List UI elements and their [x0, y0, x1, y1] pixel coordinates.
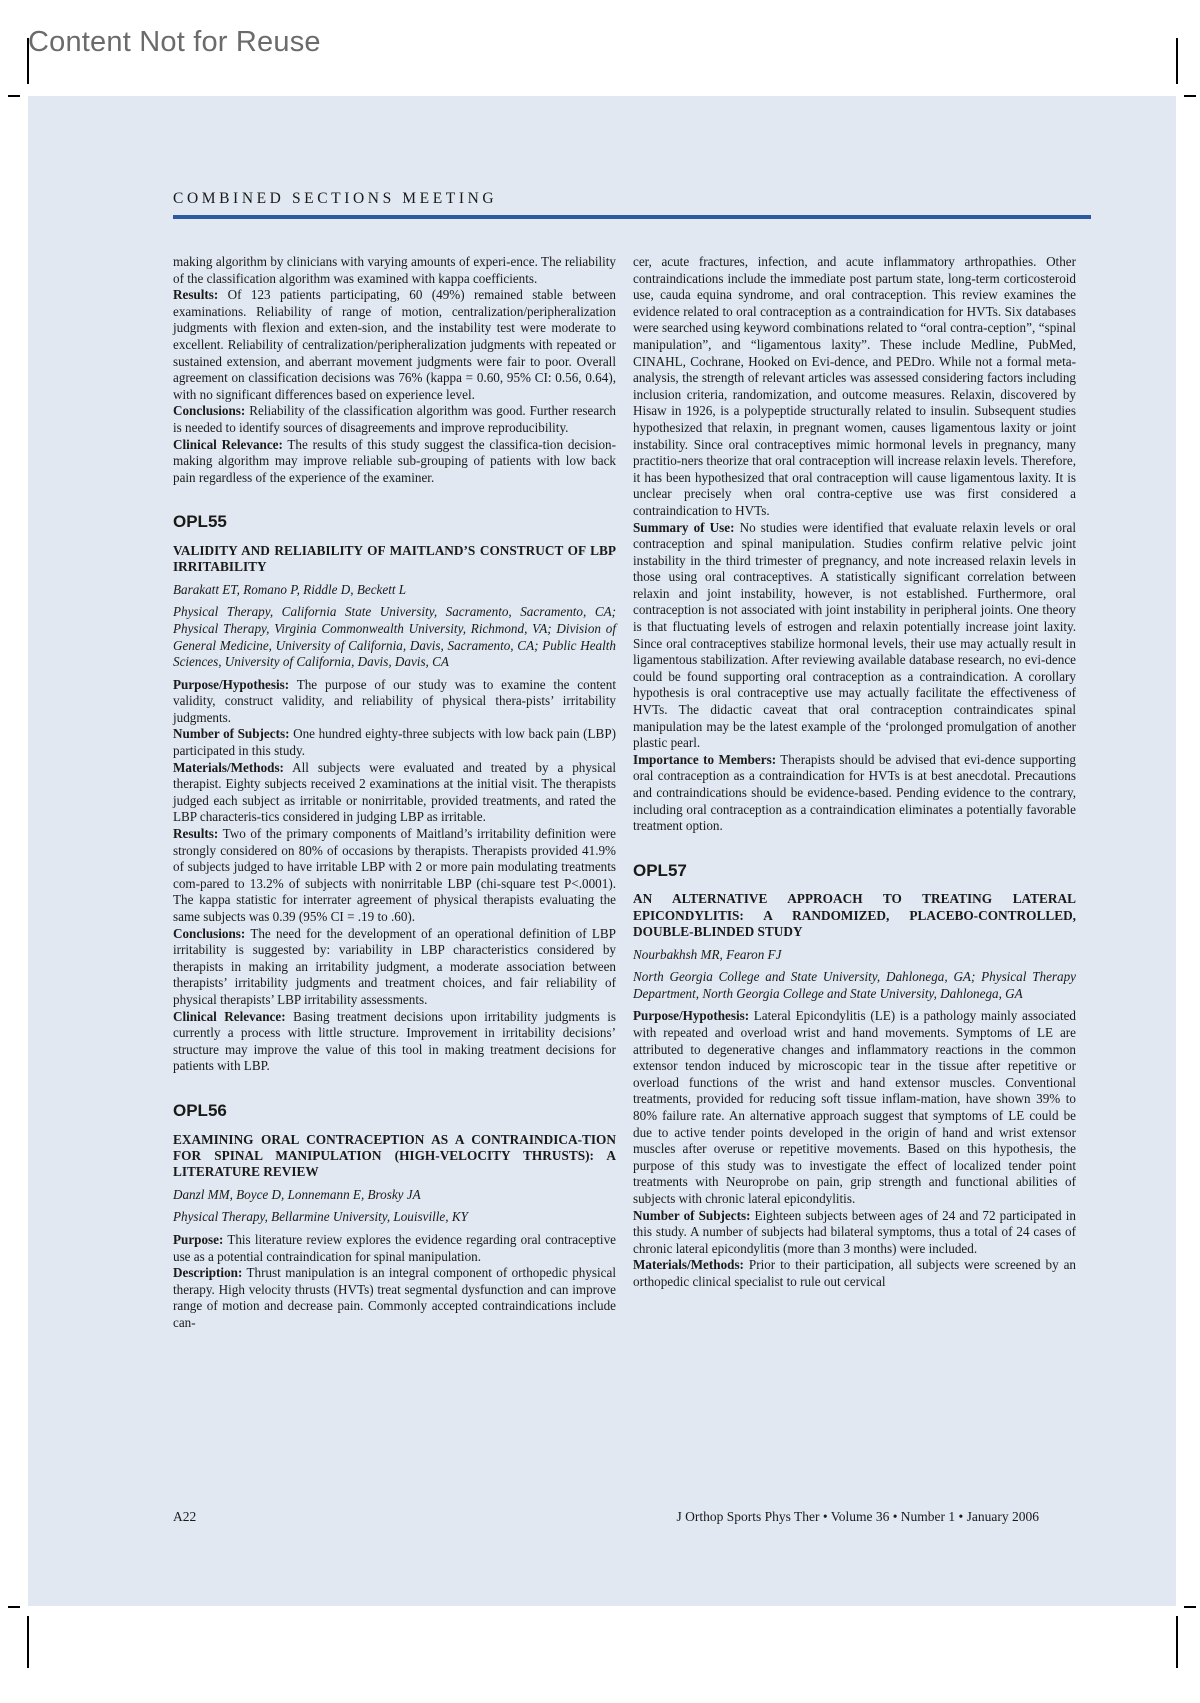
abstract-title: AN ALTERNATIVE APPROACH TO TREATING LATERAL EPICONDYLITIS: A RANDOMIZED, PLACEBO-CONTROLLED, DOUBLE-BLINDED STUDY [633, 891, 1076, 940]
page-number: A22 [173, 1509, 197, 1524]
para-label: Results: [173, 826, 219, 842]
para-label: Purpose: [173, 1231, 224, 1247]
header-rule [173, 215, 1091, 219]
abstract-id: OPL56 [173, 1100, 227, 1120]
paragraph: Materials/Methods: Prior to their participation, all subjects were screened by an orthopedic clinical specialist to rule out cervical [633, 1257, 1076, 1289]
header-title: COMBINED SECTIONS MEETING [173, 190, 498, 207]
para-label: Results: [173, 287, 219, 303]
para-label: Number of Subjects: [633, 1207, 751, 1223]
journal-citation: J Orthop Sports Phys Ther • Volume 36 • Number 1 • January 2006 [676, 1509, 1039, 1524]
paragraph: Conclusions: Reliability of the classification algorithm was good. Further research is needed to identify sources of disagreements and improve reproducibility. [173, 403, 616, 435]
para-label: Materials/Methods: [173, 759, 284, 775]
paragraph: Clinical Relevance: The results of this study suggest the classifica-tion decision-making algorithm may improve reliable sub-grouping of patients with low back pain regardless of the experience of the examiner. [173, 436, 616, 485]
paragraph: Conclusions: The need for the development of an operational definition of LBP irritability is suggested by: variability in LBP characteristics considered by therapists in making an irritability judgment, a moderate association between therapists’ irritability judgments and treatment choices, and fair reliability of physical therapists’ LBP irritability assessments. [173, 925, 616, 1007]
para-label: Conclusions: [173, 925, 246, 941]
crop-mark [27, 1616, 29, 1668]
abstract-authors: Barakatt ET, Romano P, Riddle D, Beckett L [173, 581, 407, 597]
paragraph: Clinical Relevance: Basing treatment decisions upon irritability judgments is currently a process with little structure. Improvement in irritability decisions’ structure may improve the value of this tool in making treatment decisions for patients with LBP. [173, 1008, 616, 1074]
running-header [173, 190, 1091, 219]
crop-mark [1184, 1606, 1196, 1608]
para-label: Importance to Members: [633, 751, 777, 767]
page [28, 96, 1176, 1606]
right-column [633, 254, 1076, 1290]
para-label: Number of Subjects: [173, 726, 290, 742]
para-label: Purpose/Hypothesis: [173, 676, 290, 692]
para-label: Materials/Methods: [633, 1257, 744, 1273]
crop-mark [1184, 95, 1196, 97]
paragraph: Results: Of 123 patients participating, 60 (49%) remained stable between examinations. Reliability of range of motion, centralization/peripheralization judgments with flexion and exten-sion, and the instability test were moderate to excellent. Reliability of centralization/peripheralization judgments with repeated or sustained extension, and aberrant movement judgments were fair to poor. Overall agreement on classification decisions was 76% (kappa = 0.60, 95% CI: 0.56, 0.64), with no significant differences based on experience level. [173, 287, 616, 402]
abstract-affiliation: Physical Therapy, California State University, Sacramento, Sacramento, CA; Physical Therapy, Virginia Commonwealth University, Richmond, VA; Division of General Medicine, University of California, Davis, Sacramento, CA; Public Health Sciences, University of California, Davis, Davis, CA [173, 604, 616, 670]
paragraph: Purpose: This literature review explores the evidence regarding oral contraceptive use as a potential contraindication for spinal manipulation. [173, 1231, 616, 1264]
abstract-title: VALIDITY AND RELIABILITY OF MAITLAND’S CONSTRUCT OF LBP IRRITABILITY [173, 542, 616, 575]
abstract-affiliation: Physical Therapy, Bellarmine University, Louisville, KY [173, 1209, 468, 1225]
abstract-title: EXAMINING ORAL CONTRACEPTION AS A CONTRAINDICA-TION FOR SPINAL MANIPULATION (HIGH-VELOCITY THRUSTS): A LITERATURE REVIEW [173, 1131, 616, 1180]
crop-mark [27, 38, 29, 84]
crop-mark [8, 1606, 20, 1608]
abstract-id: OPL57 [633, 860, 687, 880]
paragraph: Number of Subjects: Eighteen subjects between ages of 24 and 72 participated in this study. A number of subjects had bilateral symptoms, thus a total of 24 cases of chronic lateral epicondylitis (more than 3 months) were included. [633, 1207, 1076, 1256]
para-label: Conclusions: [173, 403, 246, 419]
paragraph: Description: Thrust manipulation is an integral component of orthopedic physical therapy. High velocity thrusts (HVTs) treat segmental dysfunction and can improve range of motion and decrease pain. Commonly accepted contraindications include can- [173, 1265, 616, 1330]
abstract-affiliation: North Georgia College and State University, Dahlonega, GA; Physical Therapy Department, North Georgia College and State University, Dahlonega, GA [633, 969, 1076, 1001]
paragraph: Number of Subjects: One hundred eighty-three subjects with low back pain (LBP) participated in this study. [173, 726, 617, 759]
para-label: Summary of Use: [633, 519, 735, 535]
abstract-authors: Danzl MM, Boyce D, Lonnemann E, Brosky JA [173, 1186, 421, 1202]
crop-mark [1176, 1616, 1178, 1668]
para-label: Clinical Relevance: [173, 1008, 286, 1024]
crop-mark [8, 95, 20, 97]
paragraph: Importance to Members: Therapists should be advised that evi-dence supporting oral contraception as a contraindication for HVTs is at best anecdotal. Precautions and contraindications should be evidence-based. Pending evidence to the contrary, including oral contraception as a contraindication eliminates a potentially favorable treatment option. [633, 751, 1076, 834]
abstract-authors: Nourbakhsh MR, Fearon FJ [633, 946, 782, 962]
paragraph: making algorithm by clinicians with varying amounts of experi-ence. The reliability of the classification algorithm was examined with kappa coefficients. [173, 254, 616, 286]
para-label: Clinical Relevance: [173, 436, 283, 452]
abstract-id: OPL55 [173, 512, 227, 532]
paragraph: Results: Two of the primary components of Maitland’s irritability definition were strongly considered on 80% of occasions by therapists. Therapists provided 41.9% of subjects judged to have irritable LBP with 2 or more pain modulating treatments com-pared to 13.2% of subjects with nonirritable LBP (chi-square test P<.0001). The kappa statistic for interrater agreement of physical therapists evaluating the same subjects was 0.39 (95% CI = .19 to .60). [173, 826, 616, 924]
paragraph: Summary of Use: No studies were identified that evaluate relaxin levels or oral contraception and spinal manipulation. Studies confirm relative pelvic joint instability in the third trimester of pregnancy, and note increased relaxin levels in those using oral contraceptives. A statistically significant correlation between relaxin and joint instability, however, is not established. Furthermore, oral contraception is not associated with joint instability in peripheral joints. One theory is that fluctuating levels of estrogen and relaxin potentially increase joint laxity. Since oral contraceptives stabilize hormonal levels, their use may actually result in ligamentous stabilization. After reviewing available database research, no evi-dence could be found supporting oral contraception as a contraindication. A corollary hypothesis is oral contraceptive use may actually facilitate the effectiveness of HVTs. The didactic caveat that oral contraception contraindicates spinal manipulation may be the latest example of the ‘prolonged promulgation of another plastic pearl. [633, 519, 1076, 751]
paragraph: Purpose/Hypothesis: Lateral Epicondylitis (LE) is a pathology mainly associated with repeated and overload wrist and hand movements. Symptoms of LE are attributed to degenerative changes and inflammatory reactions in the common extensor tendon induced by microscopic tear in the tissue after repetitive or overload functions of the wrist and hand extensor muscles. Conventional treatments, provided for reducing soft tissue inflam-mation, have shown 39% to 80% failure rate. An alternative approach suggest that symptoms of LE could be due to active tender points developed in the origin of hand and wrist extensor muscles after overuse or repetitive movements. Based on this hypothesis, the purpose of this study was to investigate the effect of localized tender point treatments with Neuroprobe on pain, grip strength and functional abilities of subjects with chronic lateral epicondylitis. [633, 1008, 1076, 1206]
paragraph: Purpose/Hypothesis: The purpose of our study was to examine the content validity, construct validity, and reliability of physical thera-pists’ irritability judgments. [173, 676, 616, 725]
para-label: Description: [173, 1265, 243, 1281]
left-column [173, 254, 616, 1332]
crop-mark [1176, 38, 1178, 84]
watermark: Content Not for Reuse [28, 26, 321, 58]
para-label: Purpose/Hypothesis: [633, 1008, 750, 1024]
paragraph: Materials/Methods: All subjects were evaluated and treated by a physical therapist. Eighty subjects received 2 examinations at the initial visit. The therapists judged each subject as irritable or nonirritable, provided treatments, and rated the LBP characteris-tics considered in judging LBP as irritable. [173, 759, 617, 825]
paragraph: cer, acute fractures, infection, and acute inflammatory arthropathies. Other contraindications include the immediate post partum state, long-term corticosteroid use, cauda equina syndrome, and oral contraception. This review examines the evidence related to oral contraception as a contraindication for HVTs. Six databases were searched using keyword combinations related to “oral contra-ception”, “spinal manipulation”, and “ligamentous laxity”. These include Medline, PubMed, CINAHL, Cochrane, Hooked on Evi-dence, and PEDro. While not a formal meta-analysis, the strength of relevant articles was assessed considering factors including inclusion criteria, randomization, and outcome measures. Relaxin, discovered by Hisaw in 1926, is a polypeptide structurally related to insulin. Subsequent studies hypothesized that relaxin, in pregnant women, causes ligamentous laxity or joint instability. Since oral contraceptives mimic hormonal levels in pregnancy, many practitio-ners theorize that oral contraception will increase relaxin levels. Therefore, it has been hypothesized that oral contraception will cause ligamentous laxity. It is unclear precisely when oral contra-ceptive use was first considered a contraindication to HVTs. [633, 254, 1076, 518]
